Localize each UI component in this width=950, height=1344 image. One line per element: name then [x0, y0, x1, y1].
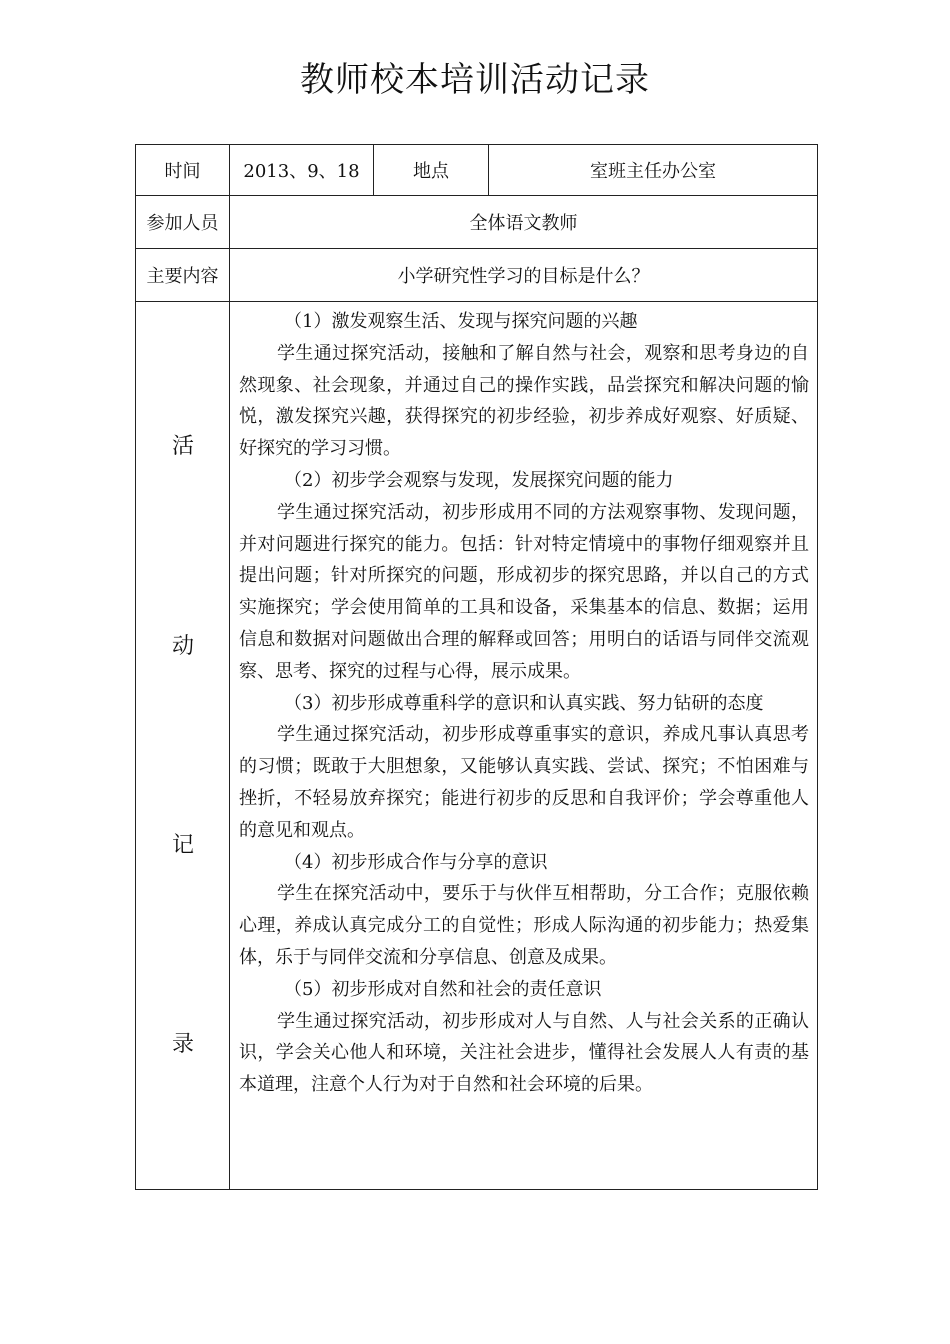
record-label-char: 活: [171, 434, 194, 459]
activity-record-row: [136, 302, 818, 1190]
section-heading: （5）初步形成对自然和社会的责任意识: [284, 978, 602, 1000]
main-content-row: [136, 249, 818, 302]
section-heading: （2）初步学会观察与发现，发展探究问题的能力: [284, 469, 674, 491]
section-body: 学生通过探究活动，初步形成尊重事实的意识，养成凡事认真思考的习惯；既敢于大胆想象，又能够认真实践、尝试、探究；不怕困难与挫折，不轻易放弃探究；能进行初步的反思和自我评价；学会尊重他人的意见和观点。: [239, 724, 809, 841]
record-label-char: 记: [171, 833, 194, 858]
section-body: 学生通过探究活动，接触和了解自然与社会，观察和思考身边的自然现象、社会现象，并通过自己的操作实践，品尝探究和解决问题的愉悦，激发探究兴趣，获得探究的初步经验，初步养成好观察、好质疑、好探究的学习习惯。: [239, 342, 809, 460]
main-content-value: 小学研究性学习的目标是什么？: [230, 249, 818, 302]
activity-record-content: [230, 302, 818, 1190]
main-content-label: 主要内容: [136, 249, 230, 302]
section-heading: （1）激发观察生活、发现与探究问题的兴趣: [284, 311, 638, 332]
participants-value: 全体语文教师: [230, 196, 818, 249]
place-label: 地点: [374, 145, 489, 196]
section-heading: （4）初步形成合作与分享的意识: [284, 851, 548, 873]
time-label: 时间: [136, 145, 230, 196]
place-value: 室班主任办公室: [489, 145, 818, 196]
document-title: 教师校本培训活动记录: [300, 60, 650, 100]
participants-row: [136, 196, 818, 249]
time-value: 2013、9、18: [230, 145, 374, 196]
section-body: 学生通过探究活动，初步形成用不同的方法观察事物、发现问题，并对问题进行探究的能力。包括：针对特定情境中的事物仔细观察并且提出问题；针对所探究的问题，形成初步的探究思路，并以自己的方式实施探究；学会使用简单的工具和设备，采集基本的信息、数据；运用信息和数据对问题做出合理的解释或回答；用明白的话语与同伴交流观察、思考、探究的过程与心得，展示成果。: [239, 501, 809, 682]
activity-record-table: [135, 144, 818, 1190]
section-body: 学生通过探究活动，初步形成对人与自然、人与社会关系的正确认识，学会关心他人和环境，关注社会进步，懂得社会发展人人有责的基本道理，注意个人行为对于自然和社会环境的后果。: [239, 1010, 809, 1096]
record-label-char: 录: [171, 1032, 194, 1057]
time-place-row: [136, 145, 818, 196]
section-body: 学生在探究活动中，要乐于与伙伴互相帮助，分工合作；克服依赖心理，养成认真完成分工的自觉性；形成人际沟通的初步能力；热爱集体，乐于与同伴交流和分享信息、创意及成果。: [239, 883, 809, 968]
section-heading: （3）初步形成尊重科学的意识和认真实践、努力钻研的态度: [284, 692, 764, 714]
record-label-char: 动: [171, 634, 194, 659]
participants-label: 参加人员: [136, 196, 230, 249]
activity-record-label: [136, 302, 230, 1190]
